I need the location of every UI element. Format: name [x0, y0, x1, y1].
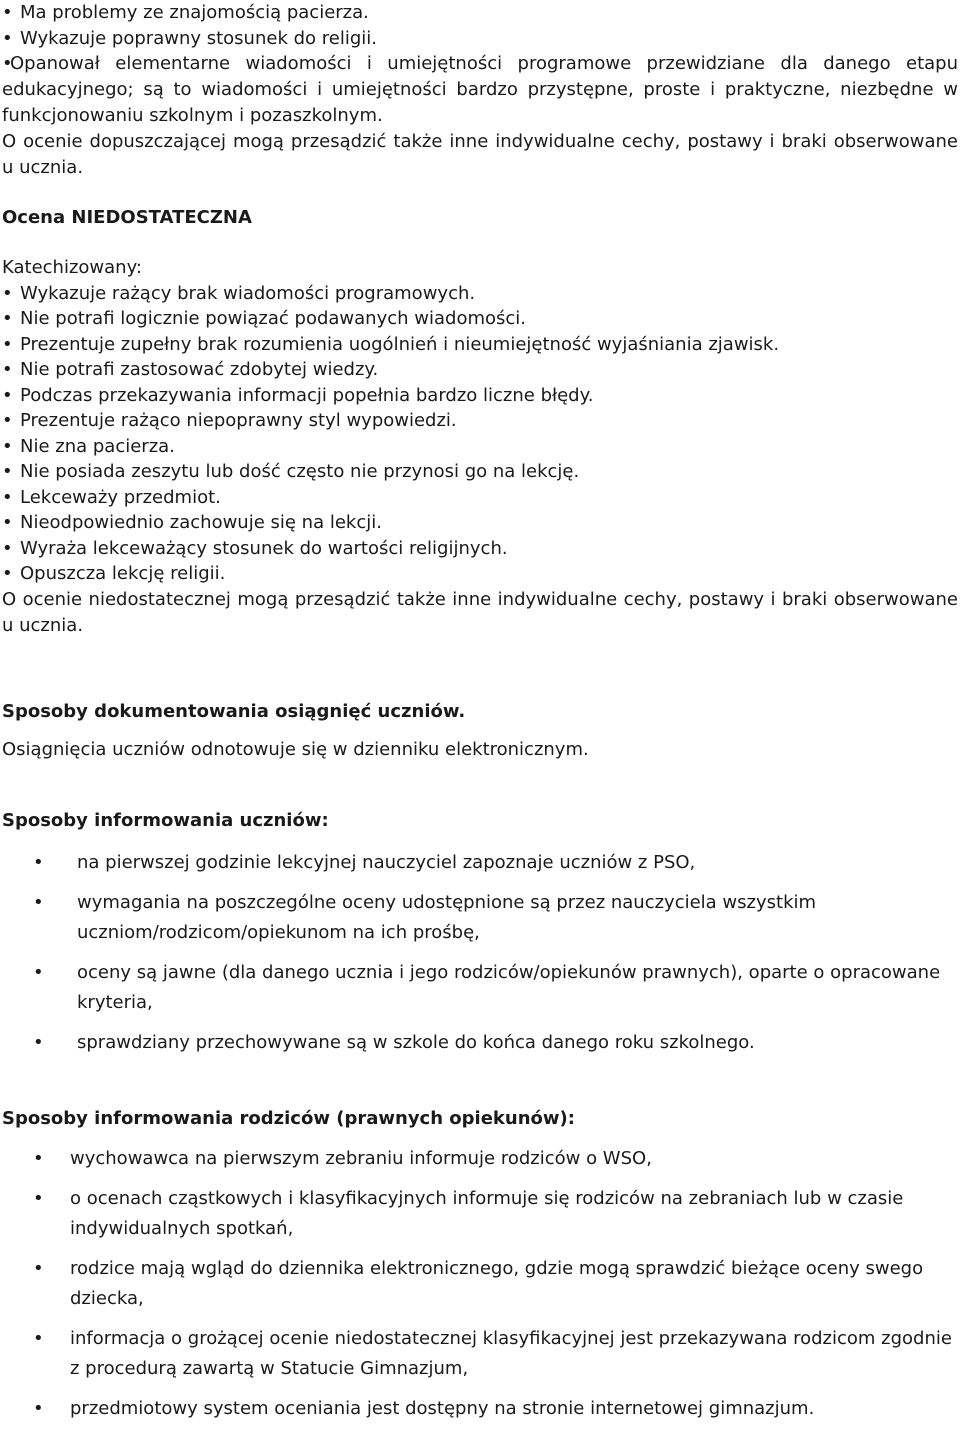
niedostateczna-intro: Katechizowany:	[2, 257, 142, 278]
bullet-icon: •	[2, 282, 13, 304]
list-item: • na pierwszej godzinie lekcyjnej nauczyciel zapoznaje uczniów z PSO,	[2, 848, 958, 878]
informowanie-uczniow-list	[2, 848, 958, 1058]
informowanie-uczniow-heading: Sposoby informowania uczniów:	[2, 810, 329, 831]
list-item: • informacja o grożącej ocenie niedostatecznej klasyfikacyjnej jest przekazywana rodzicom zgodnie z procedurą zawartą w Statucie Gimnazjum,	[2, 1324, 958, 1384]
list-item: • Ma problemy ze znajomością pacierza.	[2, 0, 958, 26]
bullet-icon: •	[2, 384, 13, 406]
bullet-icon: •	[2, 512, 13, 533]
list-item: • Prezentuje rażąco niepoprawny styl wypowiedzi.	[2, 408, 958, 434]
niedostateczna-note: O ocenie niedostatecznej mogą przesądzić także inne indywidualne cechy, postawy i braki obserwowane u ucznia.	[2, 588, 958, 636]
dokumentowanie-heading: Sposoby dokumentowania osiągnięć uczniów.	[2, 700, 466, 722]
dokumentowanie-text: Osiągnięcia uczniów odnotowuje się w dzienniku elektronicznym.	[2, 738, 589, 760]
list-item: •Opanował elementarne wiadomości i umiejętności programowe przewidziane dla danego etapu edukacyjnego; są to wiadomości i umiejętności bardzo przystępne, proste i praktyczne, niezbędne w funkcjonowaniu szkolnym i pozaszkolnym.	[2, 53, 958, 126]
bullet-icon: •	[2, 2, 13, 23]
bullet-icon: •	[2, 410, 13, 431]
list-item: • oceny są jawne (dla danego ucznia i jego rodziców/opiekunów prawnych), oparte o opracowane kryteria,	[2, 958, 958, 1018]
bullet-icon: •	[2, 53, 13, 74]
niedostateczna-heading: Ocena NIEDOSTATECZNA	[2, 207, 252, 228]
informowanie-rodzicow-heading: Sposoby informowania rodziców (prawnych opiekunów):	[2, 1108, 575, 1129]
list-item: • Opuszcza lekcję religii.	[2, 561, 958, 587]
bullet-icon: •	[2, 461, 13, 482]
bullet-icon: •	[2, 333, 13, 355]
dopuszczajaca-note: O ocenie dopuszczającej mogą przesądzić także inne indywidualne cechy, postawy i braki obserwowane u ucznia.	[2, 131, 958, 178]
list-item: • Nie posiada zeszytu lub dość często nie przynosi go na lekcję.	[2, 459, 958, 485]
list-item: • wymagania na poszczególne oceny udostępnione są przez nauczyciela wszystkim uczniom/rodzicom/opiekunom na ich prośbę,	[2, 888, 958, 948]
list-item: • o ocenach cząstkowych i klasyfikacyjnych informuje się rodziców na zebraniach lub w czasie indywidualnych spotkań,	[2, 1184, 958, 1244]
list-item: • Wyraża lekceważący stosunek do wartości religijnych.	[2, 536, 958, 562]
list-item: • Wykazuje poprawny stosunek do religii.	[2, 26, 958, 52]
list-item: • rodzice mają wgląd do dziennika elektronicznego, gdzie mogą sprawdzić bieżące oceny swego dziecka,	[2, 1254, 958, 1314]
list-item: • Prezentuje zupełny brak rozumienia uogólnień i nieumiejętność wyjaśniania zjawisk.	[2, 332, 958, 358]
list-item: • Lekceważy przedmiot.	[2, 485, 958, 511]
list-item: • Wykazuje rażący brak wiadomości programowych.	[2, 281, 958, 307]
list-item: • Nie potrafi logicznie powiązać podawanych wiadomości.	[2, 306, 958, 332]
list-item: • Nie zna pacierza.	[2, 434, 958, 460]
list-item: • Podczas przekazywania informacji popełnia bardzo liczne błędy.	[2, 383, 958, 409]
bullet-icon: •	[2, 537, 13, 559]
list-item: • wychowawca na pierwszym zebraniu informuje rodziców o WSO,	[2, 1144, 958, 1174]
bullet-icon: •	[2, 563, 13, 584]
list-item: • sprawdziany przechowywane są w szkole do końca danego roku szkolnego.	[2, 1028, 958, 1058]
bullet-icon: •	[2, 308, 13, 329]
list-item: • Nieodpowiednio zachowuje się na lekcji.	[2, 510, 958, 536]
bullet-icon: •	[2, 486, 13, 508]
bullet-icon: •	[2, 435, 13, 457]
bullet-icon: •	[2, 359, 13, 380]
niedostateczna-list	[2, 281, 958, 587]
list-item: • Nie potrafi zastosować zdobytej wiedzy.	[2, 357, 958, 383]
informowanie-rodzicow-list	[2, 1144, 958, 1424]
bullet-icon: •	[2, 27, 13, 49]
list-item: • przedmiotowy system oceniania jest dostępny na stronie internetowej gimnazjum.	[2, 1394, 958, 1424]
